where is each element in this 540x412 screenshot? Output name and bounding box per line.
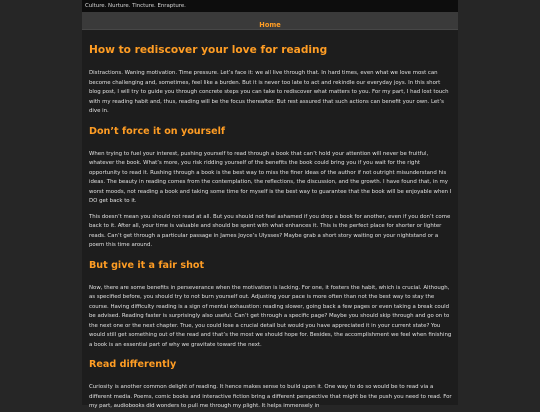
fair-shot-paragraph: Now, there are some benefits in perseverance when the motivation is lacking. For one, it fosters the habit, which is crucial. Although, as specified before, you should try to not burn yourself out. Adjusting your pace is more often than not the best way to stay the course. Having difficulty reading is a sign of mental exhaustion: reading slower, going back a few pages or even taking a break could be advised. Reading faster is surprisingly also useful. Can’t get through a specific page? Maybe you should skip through and go on to the next one or the next chapter. True, you could lose a crucial detail but would you have appreciated it in your current state? You would still get something out of the read and that’s the most we should hope for. Besides, the accomplishment we feel when finishing a book is an essential part of why we gravitate toward the next.: [89, 284, 452, 348]
site-tagline: Culture. Nurture. Tincture. Enrapture.: [85, 3, 186, 9]
blog-article: [82, 30, 458, 409]
dont-force-paragraph-2: This doesn’t mean you should not read at all. But you should not feel ashamed if you drop a book for another, even if you don’t come back to it. After all, your time is valuable and should be spent with what enhances it. This is the perfect place for shorter or lighter reads. Can’t get through a particular passage in James Joyce’s Ulysses? Maybe grab a short story waiting on your nightstand or a poem this time around.: [89, 213, 451, 248]
section-heading-fair-shot: But give it a fair shot: [89, 259, 205, 271]
intro-paragraph: Distractions. Waning motivation. Time pressure. Let’s face it: we all live through that. In hard times, even what we love most can become challenging and, sometimes, feel like a burden. But it is never too late to act and rekindle our everyday joys. In this short blog post, I will try to guide you through concrete steps you can take to rediscover what matters to you. For my part, I had lost touch with my reading habit and, thus, reading will be the focus thereafter. But rest assured that such actions can benefit your own. Let’s dive in.: [89, 70, 449, 114]
dont-force-paragraph-1: When trying to fuel your interest, pushing yourself to read through a book that can’t hold your attention will never be fruitful, whatever the book. What’s more, you risk ridding yourself of the benefits the book could bring you if you wait for the right opportunity to read it. Rushing through a book is the best way to miss the finer ideas of the author if not outright misunderstand his ideas. The beauty in reading comes from the contemplation, the reflections, the discussion, and the growth. I have found that, in my worst moods, not reading a book and taking some time for myself is the best way to guarantee that the book will be enjoyable when I DO get back to it.: [89, 150, 452, 204]
main-navigation: [82, 12, 458, 30]
article-title: How to rediscover your love for reading: [89, 44, 328, 56]
nav-home-link[interactable]: Home: [259, 21, 281, 29]
read-differently-paragraph: Curiosity is another common delight of reading. It hence makes sense to build upon it. One way to do so would be to read via a different media. Poems, comic books and interactive fiction bring a different perspective that might be the push you need to read. For my part, audiobooks did wonders to pull me through my plight. It helps immensely in: [89, 384, 452, 409]
section-heading-read-differently: Read differently: [89, 359, 177, 370]
site-tagline-bar: [82, 0, 458, 12]
section-heading-dont-force: Don’t force it on yourself: [89, 125, 226, 137]
